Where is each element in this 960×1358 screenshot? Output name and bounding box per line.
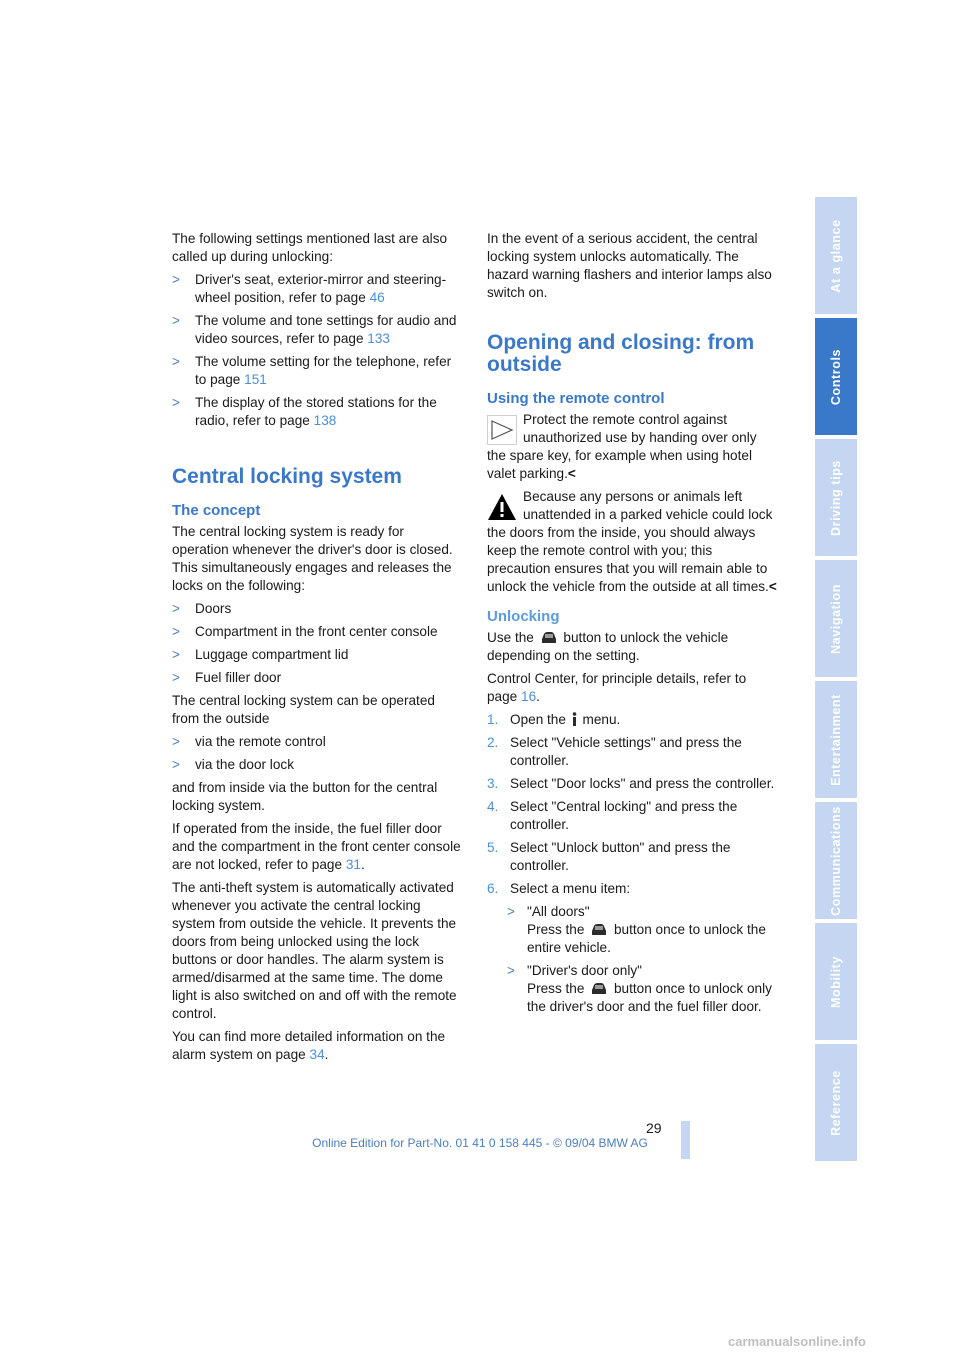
bullet-marker: > <box>507 963 515 978</box>
bullet-text: via the remote control <box>195 734 326 749</box>
option-text-post: button once to unlock only the driver's door and the fuel filler door. <box>527 981 772 1014</box>
list-item <box>172 646 464 664</box>
step-item <box>487 775 779 793</box>
step-number: 6. <box>487 881 499 896</box>
warning-icon <box>487 492 517 522</box>
list-item <box>172 312 464 348</box>
end-mark: < <box>567 466 576 481</box>
step-item <box>487 798 779 834</box>
tab-navigation[interactable] <box>815 560 857 677</box>
tab-communications[interactable] <box>815 802 857 919</box>
end-mark: < <box>768 579 777 594</box>
list-item <box>172 394 464 430</box>
use-text-pre: Use the <box>487 630 534 645</box>
tab-label: Driving tips <box>829 459 843 536</box>
bullet-text: Doors <box>195 601 232 616</box>
cc-paragraph: Control Center, for principle details, refer to page 16. <box>487 671 747 704</box>
page-link[interactable]: 151 <box>244 372 267 387</box>
page-link[interactable]: 31 <box>345 857 361 872</box>
page-link[interactable]: 133 <box>367 331 390 346</box>
watermark: carmanualsonline.info <box>728 1334 866 1349</box>
step-number: 5. <box>487 840 499 855</box>
option-title: "Driver's door only" <box>527 963 642 978</box>
tab-label: Communications <box>829 805 843 916</box>
bullet-marker: > <box>172 272 180 287</box>
intro-text: The following settings mentioned last are also called up during unlocking: <box>172 231 448 264</box>
concept-text: The central locking system is ready for operation whenever the driver's door is closed. This simultaneously engages and releases the locks on the following: <box>172 524 453 593</box>
step-number: 1. <box>487 712 499 727</box>
bullet-text: The volume and tone settings for audio and video sources, refer to page <box>195 313 457 346</box>
page-link[interactable]: 16 <box>521 689 537 704</box>
bullet-text: The display of the stored stations for the radio, refer to page <box>195 395 437 428</box>
fuel-paragraph: If operated from the inside, the fuel filler door and the compartment in the front center console are not locked, refer to page 31. <box>172 821 461 872</box>
bullet-marker: > <box>172 395 180 410</box>
tab-label: Controls <box>829 348 843 405</box>
alarm-text: You can find more detailed information on the alarm system on page <box>172 1029 446 1062</box>
list-item <box>172 669 464 687</box>
bullet-marker: > <box>507 904 515 919</box>
bullet-text: Compartment in the front center console <box>195 624 438 639</box>
option-title: "All doors" <box>527 904 590 919</box>
unlock-button-icon <box>540 630 558 645</box>
option-text-pre: Press the <box>527 981 585 996</box>
step-number: 4. <box>487 799 499 814</box>
tab-driving-tips[interactable] <box>815 439 857 556</box>
note-arrow-icon <box>487 415 517 445</box>
warning-text: Because any persons or animals left unattended in a parked vehicle could lock the doors from the inside, you should always keep the remote control with you; this precaution ensures that you will remain able to unlock the vehicle from the outside at all times. <box>487 489 773 594</box>
list-item <box>172 623 464 641</box>
bullet-marker: > <box>172 624 180 639</box>
page-link[interactable]: 138 <box>313 413 337 428</box>
unlock-button-icon <box>590 922 608 937</box>
unlock-button-icon <box>590 981 608 996</box>
tab-label: Entertainment <box>829 693 843 786</box>
left-column <box>172 230 464 1069</box>
step-text: Select "Central locking" and press the controller. <box>510 799 738 832</box>
step-text: Select "Unlock button" and press the controller. <box>510 840 731 873</box>
step-item <box>487 734 779 770</box>
inside-text: and from inside via the button for the central locking system. <box>172 780 438 813</box>
operated-text: The central locking system can be operated from the outside <box>172 693 435 726</box>
tab-entertainment[interactable] <box>815 681 857 798</box>
tab-label: Navigation <box>829 583 843 654</box>
page-link[interactable]: 46 <box>369 290 385 305</box>
step-text: Select a menu item: <box>510 881 631 896</box>
note-text: Protect the remote control against unauthorized use by handing over only the spare key, for example when using hotel valet parking. <box>487 412 757 481</box>
bullet-text: via the door lock <box>195 757 294 772</box>
cc-text: Control Center, for principle details, refer to page <box>487 671 747 704</box>
subsection-heading: Using the remote control <box>487 390 665 407</box>
list-item <box>172 353 464 389</box>
footer-text: Online Edition for Part-No. 01 41 0 158 445 - © 09/04 BMW AG <box>312 1136 648 1150</box>
step-item <box>487 839 779 875</box>
option-text-pre: Press the <box>527 922 585 937</box>
tab-label: At a glance <box>829 218 843 293</box>
menu-i-icon <box>571 712 578 726</box>
accident-text: In the event of a serious accident, the central locking system unlocks automatically. The hazard warning flashers and interior lamps also switch on. <box>487 231 772 300</box>
bullet-text: The volume setting for the telephone, refer to page <box>195 354 452 387</box>
bullet-marker: > <box>172 313 180 328</box>
bullet-marker: > <box>172 757 180 772</box>
tab-controls[interactable] <box>815 318 857 435</box>
step-number: 3. <box>487 776 499 791</box>
fuel-text: If operated from the inside, the fuel filler door and the compartment in the front center console are not locked, refer to page <box>172 821 461 872</box>
page-link[interactable]: 34 <box>309 1047 325 1062</box>
antitheft-text: The anti-theft system is automatically activated whenever you activate the central locking system from outside the vehicle. It prevents the doors from being unlocked using the lock buttons or door handles. The alarm system is armed/disarmed at the same time. The dome light is also switched on and off with the remote control. <box>172 880 457 1021</box>
bullet-marker: > <box>172 670 180 685</box>
bullet-marker: > <box>172 647 180 662</box>
bullet-text: Driver's seat, exterior-mirror and steering-wheel position, refer to page <box>195 272 447 305</box>
chapter-tabs <box>815 197 857 1165</box>
right-column <box>487 230 779 1021</box>
bullet-marker: > <box>172 601 180 616</box>
list-item <box>172 733 464 751</box>
step-text: Select "Door locks" and press the controller. <box>510 776 775 791</box>
use-paragraph <box>487 629 779 665</box>
warning-note <box>487 488 779 596</box>
subsection-heading: Unlocking <box>487 608 560 625</box>
alarm-paragraph: You can find more detailed information on the alarm system on page 34. <box>172 1029 446 1062</box>
bullet-marker: > <box>172 354 180 369</box>
list-item <box>172 756 464 774</box>
tab-label: Reference <box>829 1069 843 1136</box>
bullet-marker: > <box>172 734 180 749</box>
use-text-post: button to unlock the vehicle depending on the setting. <box>487 630 729 663</box>
note <box>487 411 779 483</box>
tab-at-a-glance[interactable] <box>815 197 857 314</box>
tab-mobility[interactable] <box>815 923 857 1040</box>
option-item <box>507 962 779 1016</box>
step-text-pre: Open the <box>510 712 566 727</box>
step-item <box>487 880 779 898</box>
bullet-text: Fuel filler door <box>195 670 282 685</box>
step-number: 2. <box>487 735 499 750</box>
option-item <box>507 903 779 957</box>
list-item <box>172 271 464 307</box>
step-text: Select "Vehicle settings" and press the controller. <box>510 735 742 768</box>
section-heading: Central locking system <box>172 465 402 488</box>
section-heading: Opening and closing: from outside <box>487 331 755 376</box>
bullet-text: Luggage compartment lid <box>195 647 349 662</box>
subsection-heading: The concept <box>172 502 261 519</box>
step-item <box>487 711 779 729</box>
option-text-post: button once to unlock the entire vehicle. <box>527 922 766 955</box>
page-number: 29 <box>646 1120 662 1136</box>
list-item <box>172 600 464 618</box>
step-text-post: menu. <box>582 712 621 727</box>
tab-label: Mobility <box>829 955 843 1008</box>
